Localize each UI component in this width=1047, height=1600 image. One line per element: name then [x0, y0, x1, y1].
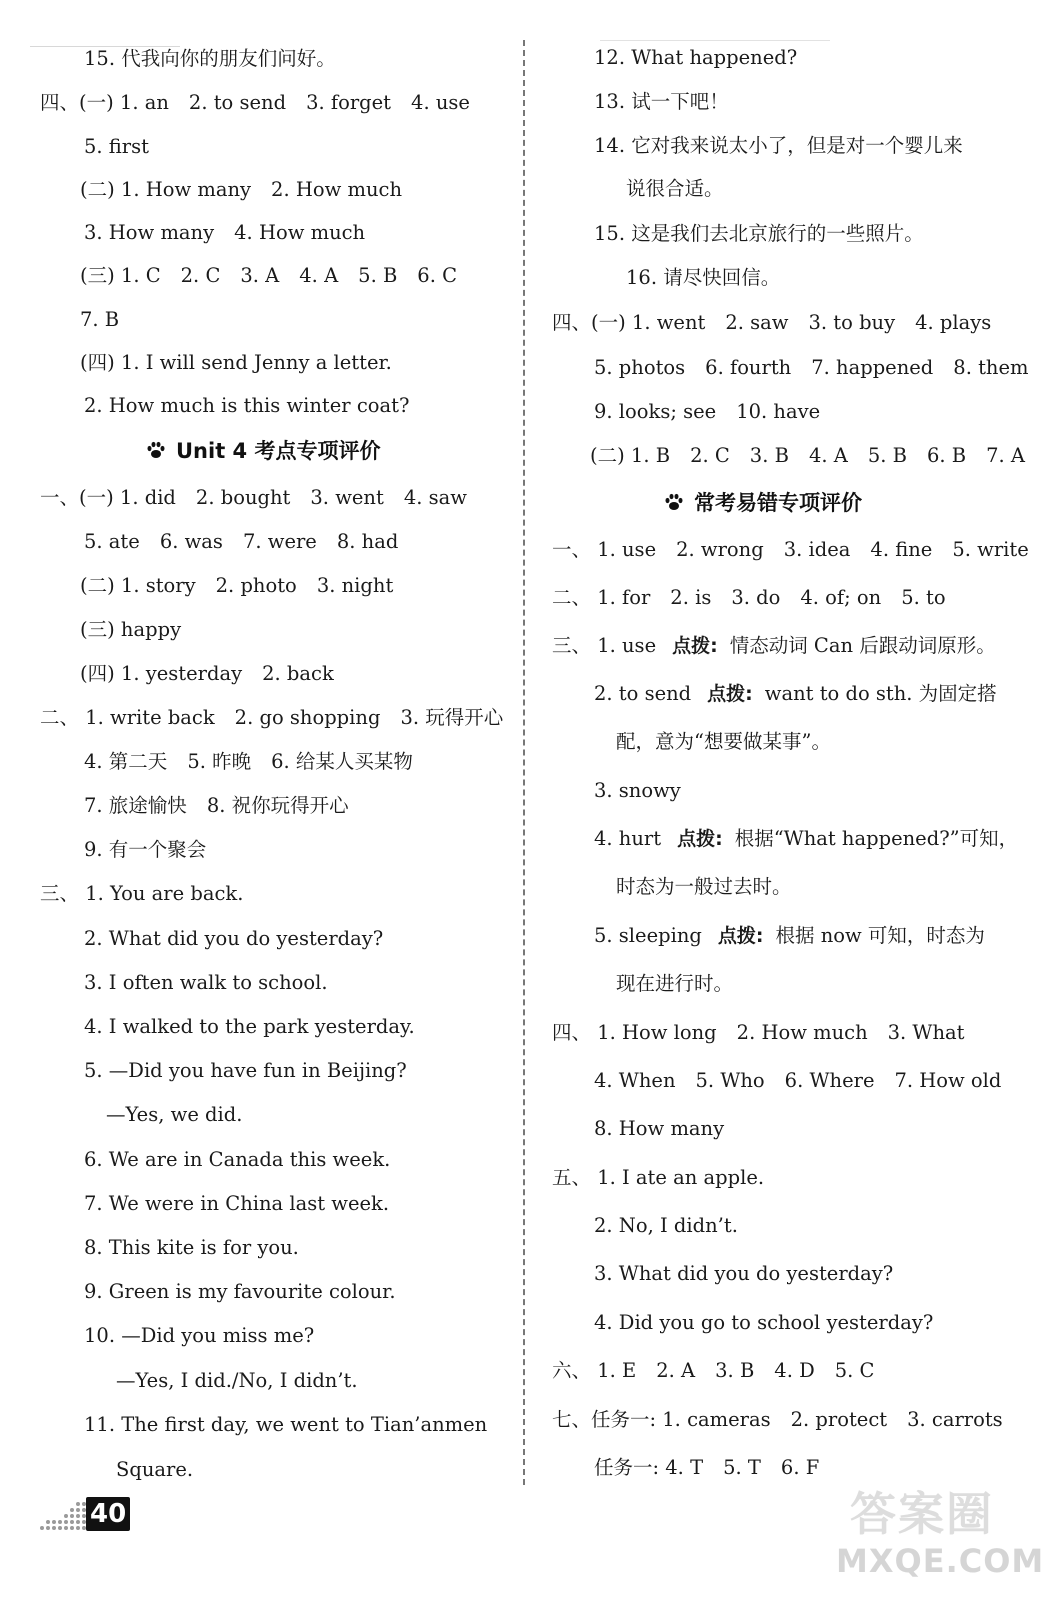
answer-item: 8. How many — [594, 1117, 725, 1140]
answer-item: 3. How many — [84, 221, 215, 244]
answer-line — [84, 837, 206, 863]
answer-item: 7. We were in China last week. — [84, 1192, 390, 1215]
answer-item: 3. went — [310, 486, 384, 509]
answer-line — [594, 1261, 893, 1287]
answer-item: 5. 昨晚 — [187, 750, 252, 773]
answer-item: 2. How much — [271, 178, 403, 201]
answer-line: 3. snowy — [594, 779, 681, 802]
tip-answer: 5. sleeping — [594, 924, 702, 947]
answer-line — [80, 307, 119, 333]
answer-item: 2. What did you do yesterday? — [84, 927, 384, 950]
answer-item: 9. 有一个聚会 — [84, 838, 207, 861]
answer-item: (四) 1. I will send Jenny a letter. — [80, 351, 392, 374]
answer-item: 7. happened — [811, 356, 934, 379]
answer-line — [552, 1407, 1003, 1433]
watermark-top: 答案圈 — [850, 1487, 994, 1541]
section-heading — [664, 489, 862, 517]
answer-item: 一、(一) 1. did — [40, 486, 176, 509]
answer-item: 3. 玩得开心 — [400, 706, 504, 729]
answer-item: 四、(一) 1. an — [40, 91, 169, 114]
tip-line — [594, 923, 985, 949]
answer-item: 2. No, I didn’t. — [594, 1214, 738, 1237]
answer-line — [594, 1455, 819, 1481]
section-heading — [146, 437, 380, 465]
answer-item: 6. C — [417, 264, 458, 287]
answer-item: 二、 1. write back — [40, 706, 215, 729]
answer-item: 3. forget — [306, 91, 392, 114]
tip-explanation: 根据 now 可知，时态为 — [775, 924, 985, 947]
answer-item: 7. B — [80, 308, 120, 331]
answer-line — [80, 661, 334, 687]
tip-line — [594, 826, 1018, 852]
answer-line — [84, 793, 349, 819]
answer-line — [552, 1165, 764, 1191]
answer-item: 2. photo — [215, 574, 297, 597]
tip-answer: 2. to send — [594, 682, 692, 705]
answer-line — [84, 46, 336, 72]
section-heading-text: Unit 4 考点专项评价 — [176, 439, 381, 463]
answer-line — [84, 529, 398, 555]
answer-item: 3. idea — [783, 538, 851, 561]
tip-label: 点拨: — [672, 635, 718, 657]
answer-line — [80, 350, 392, 376]
answer-line — [84, 1279, 396, 1305]
page-number: 40 — [86, 1497, 130, 1531]
answer-item: 5. —Did you have fun in Beijing? — [84, 1059, 407, 1082]
answer-item: 4. 第二天 — [84, 750, 168, 773]
answer-item: 2. protect — [790, 1408, 888, 1431]
answer-item: 3. do — [731, 586, 781, 609]
answer-line — [84, 926, 383, 952]
tip-label: 点拨: — [707, 683, 753, 705]
answer-line — [552, 585, 946, 611]
answer-line: 配，意为“想要做某事”。 — [616, 730, 831, 753]
answer-item: 4. use — [411, 91, 470, 114]
answer-line — [594, 89, 729, 115]
answer-line: 现在进行时。 — [616, 972, 734, 995]
answer-item: 2. is — [670, 586, 712, 609]
answer-line — [84, 1323, 314, 1349]
answer-line — [40, 881, 243, 907]
answer-line — [84, 1235, 299, 1261]
answer-item: 7. How old — [894, 1069, 1002, 1092]
answer-item: 2. C — [690, 444, 730, 467]
answer-item: 5. photos — [594, 356, 686, 379]
tip-explanation: 根据“What happened?”可知， — [734, 827, 1019, 850]
answer-line — [594, 1213, 738, 1239]
answer-line — [552, 1020, 965, 1046]
answer-item: 4. fine — [870, 538, 933, 561]
answer-line — [84, 1058, 407, 1084]
answer-item: 2. back — [262, 662, 334, 685]
answer-item: 5. T — [723, 1456, 761, 1479]
answer-item: 5. to — [901, 586, 946, 609]
answer-item: 4. D — [774, 1359, 815, 1382]
answer-item: 6. F — [780, 1456, 820, 1479]
tip-label: 点拨: — [677, 828, 723, 850]
answer-item: 12. What happened? — [594, 46, 798, 69]
answer-item: 4. plays — [915, 311, 992, 334]
answer-line — [84, 970, 328, 996]
answer-item: 4. A — [808, 444, 848, 467]
answer-item: 9. looks; see — [594, 400, 717, 423]
answer-line — [84, 749, 413, 775]
answer-item: 6. B — [926, 444, 967, 467]
answer-item: 三、 1. You are back. — [40, 882, 244, 905]
answer-item: 4. I walked to the park yesterday. — [84, 1015, 415, 1038]
answer-item: 3. B — [749, 444, 789, 467]
answer-item: 7. A — [986, 444, 1025, 467]
answer-item: 五、 1. I ate an apple. — [552, 1166, 765, 1189]
answer-item: 5. Who — [695, 1069, 765, 1092]
answer-line — [116, 1368, 358, 1394]
tip-label: 点拨: — [717, 925, 764, 947]
answer-item: 二、 1. for — [552, 586, 651, 609]
tip-explanation: 情态动词 Can 后跟动词原形。 — [729, 634, 996, 657]
answer-line — [594, 399, 820, 425]
answer-item: 5. first — [84, 135, 149, 158]
answer-item: 9. Green is my favourite colour. — [84, 1280, 396, 1303]
answer-line — [594, 45, 797, 71]
answer-line — [40, 705, 503, 731]
answer-item: 四、 1. How long — [552, 1021, 717, 1044]
answer-item: 5. B — [867, 444, 907, 467]
answer-item: 2. bought — [195, 486, 291, 509]
answer-item: 任务一: 4. T — [594, 1456, 704, 1479]
answer-item: 2. How much — [736, 1021, 868, 1044]
tip-explanation: want to do sth. 为固定搭 — [764, 682, 997, 705]
answer-item: 6. fourth — [705, 356, 792, 379]
answer-item: 3. B — [715, 1359, 755, 1382]
answer-item: 13. 试一下吧！ — [594, 90, 729, 113]
tip-answer: 三、 1. use — [552, 634, 657, 657]
answer-item: 3. I often walk to school. — [84, 971, 328, 994]
answer-line — [80, 177, 402, 203]
answer-line — [594, 133, 963, 159]
watermark — [836, 1478, 1045, 1590]
answer-item: 4. saw — [403, 486, 467, 509]
answer-item: 16. 请尽快回信。 — [626, 266, 781, 289]
answer-item: 15. 代我向你的朋友们问好。 — [84, 47, 336, 70]
answer-item: 4. Did you go to school yesterday? — [594, 1311, 934, 1334]
answer-item: 8. This kite is for you. — [84, 1236, 299, 1259]
answer-line — [552, 1358, 874, 1384]
answer-item: 15. 这是我们去北京旅行的一些照片。 — [594, 222, 924, 245]
answer-item: 7. 旅途愉快 — [84, 794, 187, 817]
answer-item: 2. saw — [725, 311, 789, 334]
top-rule — [600, 40, 830, 41]
answer-item: (三) happy — [80, 618, 182, 641]
answer-item: 2. How much is this winter coat? — [84, 394, 410, 417]
answer-line — [626, 265, 780, 291]
answer-item: 8. had — [336, 530, 399, 553]
answer-line — [590, 443, 1025, 469]
answer-item: 四、(一) 1. went — [552, 311, 706, 334]
answer-item: Square. — [116, 1458, 194, 1481]
answer-line — [552, 310, 991, 336]
answer-item: 8. 祝你玩得开心 — [206, 794, 349, 817]
answer-item: 3. to buy — [808, 311, 896, 334]
answer-line — [594, 1116, 724, 1142]
watermark-bottom: MXQE.COM — [836, 1542, 1045, 1580]
answer-item: 6. Where — [784, 1069, 875, 1092]
answer-line — [84, 1014, 415, 1040]
answer-item: (二) 1. How many — [80, 178, 252, 201]
answer-item: 4. A — [299, 264, 339, 287]
answer-line — [84, 393, 409, 419]
answer-item: 5. ate — [84, 530, 140, 553]
answer-line — [40, 485, 467, 511]
answer-item: 2. wrong — [676, 538, 764, 561]
answer-item: (四) 1. yesterday — [80, 662, 243, 685]
answer-item: 5. write — [952, 538, 1029, 561]
answer-line — [106, 1102, 242, 1128]
answer-item: 3. What did you do yesterday? — [594, 1262, 894, 1285]
answer-item: 4. of; on — [800, 586, 882, 609]
answer-line — [594, 355, 1029, 381]
answer-item: 5. C — [834, 1359, 875, 1382]
answer-item: 2. go shopping — [234, 706, 381, 729]
answer-item: 6. 给某人买某物 — [271, 750, 413, 773]
tip-line — [552, 633, 996, 659]
answer-line — [80, 263, 457, 289]
answer-line — [626, 176, 724, 202]
paw-icon — [664, 492, 684, 512]
answer-item: 5. B — [358, 264, 398, 287]
answer-line — [84, 134, 149, 160]
answer-item: 3. A — [240, 264, 280, 287]
answer-item: 说很合适。 — [626, 177, 724, 200]
section-heading-text: 常考易错专项评价 — [694, 491, 862, 515]
answer-line — [594, 1068, 1001, 1094]
column-divider — [523, 40, 525, 1485]
answer-item: 2. C — [180, 264, 221, 287]
answer-line — [80, 617, 181, 643]
answer-item: (二) 1. story — [80, 574, 196, 597]
answer-item: 10. have — [736, 400, 821, 423]
answer-line — [40, 90, 470, 116]
answer-line: 时态为一般过去时。 — [616, 875, 792, 898]
answer-item: 11. The first day, we went to Tian’anmen — [84, 1413, 488, 1436]
answer-item: 4. How much — [234, 221, 366, 244]
answer-item: (二) 1. B — [590, 444, 671, 467]
paw-icon — [146, 440, 166, 460]
answer-item: 10. —Did you miss me? — [84, 1324, 315, 1347]
answer-line — [84, 1147, 390, 1173]
answer-item: 4. When — [594, 1069, 676, 1092]
answer-line — [594, 1310, 933, 1336]
answer-item: 六、 1. E — [552, 1359, 637, 1382]
answer-item: —Yes, I did./No, I didn’t. — [116, 1369, 358, 1392]
answer-item: 3. night — [316, 574, 394, 597]
answer-item: 3. What — [887, 1021, 965, 1044]
answer-line — [552, 537, 1029, 563]
answer-item: 14. 它对我来说太小了，但是对一个婴儿来 — [594, 134, 963, 157]
answer-item: 2. to send — [188, 91, 287, 114]
answer-line — [84, 1191, 389, 1217]
answer-item: 6. was — [159, 530, 223, 553]
answer-line — [84, 220, 365, 246]
answer-line — [84, 1412, 487, 1438]
answer-item: 7. were — [242, 530, 317, 553]
answer-item: 七、任务一: 1. cameras — [552, 1408, 771, 1431]
tip-answer: 4. hurt — [594, 827, 662, 850]
answer-item: 2. A — [656, 1359, 696, 1382]
answer-item: —Yes, we did. — [106, 1103, 243, 1126]
answer-line — [594, 221, 924, 247]
answer-item: 8. them — [953, 356, 1029, 379]
answer-item: 3. carrots — [907, 1408, 1003, 1431]
answer-item: (三) 1. C — [80, 264, 161, 287]
answer-item: 6. We are in Canada this week. — [84, 1148, 391, 1171]
answer-line — [80, 573, 393, 599]
tip-line — [594, 681, 997, 707]
answer-item: 一、 1. use — [552, 538, 657, 561]
answer-line — [116, 1457, 193, 1483]
page-dots-decoration — [38, 1500, 86, 1530]
